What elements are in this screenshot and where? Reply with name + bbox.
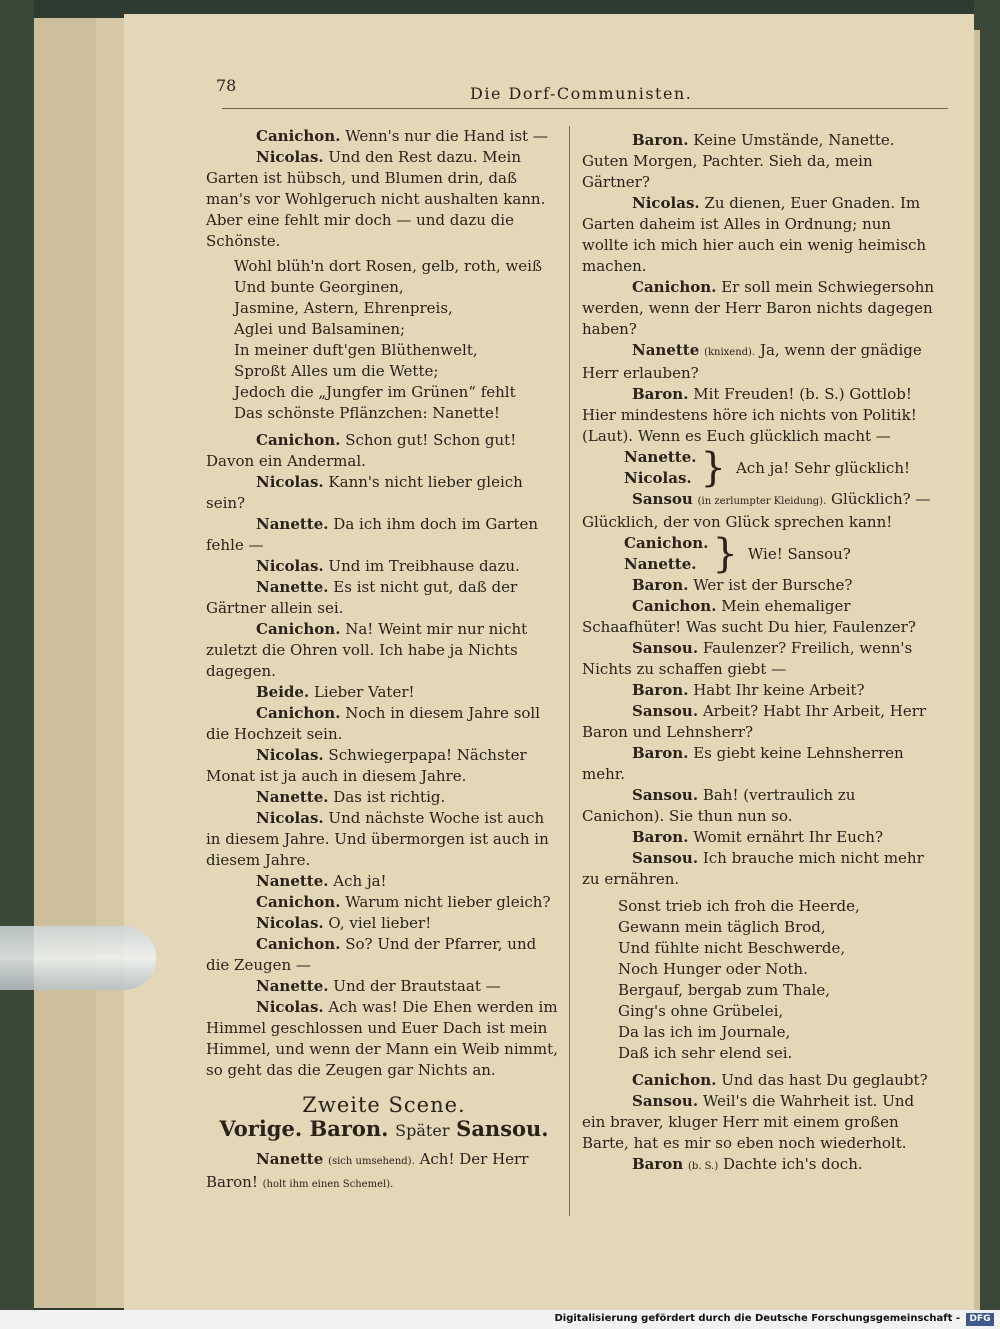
song-verse — [618, 896, 942, 1064]
dialogue-line: Sansou. Ich brauche mich nicht mehr zu ernähren. — [582, 849, 924, 888]
song-verse — [234, 256, 562, 424]
dialogue-line: Baron (b. S.) Dachte ich's doch. — [632, 1155, 863, 1173]
verse-line: Sproßt Alles um die Wette; — [234, 362, 439, 380]
dialogue-line: Canichon. Warum nicht lieber gleich? — [256, 893, 551, 911]
verse-line: Jedoch die „Jungfer im Grünen“ fehlt — [234, 383, 516, 401]
dialogue-line: Canichon. So? Und der Pfarrer, und die Zeugen — — [206, 935, 537, 974]
dialogue-line: Baron. Mit Freuden! (b. S.) Gottlob! Hier mindestens höre ich nichts von Politik! (Laut). Wenn es Euch glücklich macht — — [582, 385, 917, 445]
verse-line: Daß ich sehr elend sei. — [618, 1044, 793, 1062]
verse-line: Wohl blüh'n dort Rosen, gelb, roth, weiß — [234, 257, 542, 275]
dialogue-line: Nanette (sich umsehend). Ach! Der Herr Baron! (holt ihm einen Schemel). — [206, 1150, 529, 1191]
joint-speakers: Canichon. Nanette. } Wie! Sansou? — [624, 531, 851, 577]
dialogue-line: Canichon. Schon gut! Schon gut! Davon ein Andermal. — [206, 431, 517, 470]
paper-clip — [0, 926, 156, 990]
brace-glyph: } — [700, 445, 726, 491]
verse-line: In meiner duft'gen Blüthenwelt, — [234, 341, 478, 359]
verse-line: Das schönste Pflänzchen: Nanette! — [234, 404, 500, 422]
verse-line: Und bunte Georginen, — [234, 278, 404, 296]
page-number: 78 — [216, 76, 237, 95]
dialogue-line: Baron. Womit ernährt Ihr Euch? — [632, 828, 883, 846]
page-edge-strip-inner — [96, 18, 125, 1308]
right-column — [582, 130, 942, 1177]
dialogue-line: Baron. Keine Umstände, Nanette. Guten Morgen, Pachter. Sieh da, mein Gärtner? — [582, 131, 895, 191]
dialogue-line: Nanette (knixend). Ja, wenn der gnädige Herr erlauben? — [582, 341, 922, 382]
dialogue-line: Nicolas. Ach was! Die Ehen werden im Himmel geschlossen und Euer Dach ist mein Himmel, und wenn der Mann ein Weib nimmt, so geht das die Zeugen gar Nichts an. — [206, 998, 558, 1079]
scene-heading: Zweite Scene. — [302, 1093, 466, 1117]
funding-credit: Digitalisierung gefördert durch die Deutsche Forschungsgemeinschaft - — [554, 1313, 960, 1324]
scene-cast: Vorige. Baron. Später Sansou. — [219, 1116, 549, 1141]
dialogue-line: Baron. Habt Ihr keine Arbeit? — [632, 681, 865, 699]
dialogue-line: Nanette. Und der Brautstaat — — [256, 977, 501, 995]
verse-line: Jasmine, Astern, Ehrenpreis, — [234, 299, 453, 317]
dialogue-line: Beide. Lieber Vater! — [256, 683, 415, 701]
verse-line: Und fühlte nicht Beschwerde, — [618, 939, 846, 957]
dialogue-line: Nanette. Ach ja! — [256, 872, 387, 890]
dialogue-line: Canichon. Mein ehemaliger Schaafhüter! Was sucht Du hier, Faulenzer? — [582, 597, 916, 636]
dialogue-line: Sansou. Weil's die Wahrheit ist. Und ein braver, kluger Herr mit einem großen Barte, hat es mir so eben noch wiederholt. — [582, 1092, 915, 1152]
dfg-logo: DFG — [966, 1313, 994, 1326]
verse-line: Sonst trieb ich froh die Heerde, — [618, 897, 860, 915]
header-rule — [222, 108, 948, 109]
dialogue-line: Sansou. Bah! (vertraulich zu Canichon). Sie thun nun so. — [582, 786, 856, 825]
dialogue-line: Canichon. Noch in diesem Jahre soll die Hochzeit sein. — [206, 704, 541, 743]
scan-background-left — [0, 0, 34, 1310]
dialogue-line: Nicolas. Und den Rest dazu. Mein Garten ist hübsch, und Blumen drin, daß man's vor Wohlgeruch nicht aushalten kann. Aber eine fehlt mir doch — und dazu die Schönste. — [206, 148, 546, 250]
brace-glyph: } — [712, 531, 738, 577]
verse-line: Bergauf, bergab zum Thale, — [618, 981, 830, 999]
dialogue-line: Nanette. Das ist richtig. — [256, 788, 446, 806]
dialogue-line: Nicolas. Und nächste Woche ist auch in diesem Jahre. Und übermorgen ist auch in diesem Jahre. — [206, 809, 549, 869]
verse-line: Da las ich im Journale, — [618, 1023, 791, 1041]
verse-line: Noch Hunger oder Noth. — [618, 960, 808, 978]
dialogue-line: Baron. Es giebt keine Lehnsherren mehr. — [582, 744, 904, 783]
verse-line: Aglei und Balsaminen; — [234, 320, 406, 338]
dialogue-line: Canichon. Er soll mein Schwiegersohn werden, wenn der Herr Baron nichts dagegen haben? — [582, 278, 935, 338]
dialogue-line: Canichon. Na! Weint mir nur nicht zuletzt die Ohren voll. Ich habe ja Nichts dagegen. — [206, 620, 528, 680]
joint-speakers: Nanette. Nicolas. } Ach ja! Sehr glücklich! — [624, 445, 911, 491]
verse-line: Gewann mein täglich Brod, — [618, 918, 826, 936]
verse-line: Ging's ohne Grübelei, — [618, 1002, 784, 1020]
dialogue-line: Canichon. Und das hast Du geglaubt? — [632, 1071, 928, 1089]
dialogue-line: Nicolas. Schwiegerpapa! Nächster Monat ist ja auch in diesem Jahre. — [206, 746, 527, 785]
dialogue-line: Nicolas. Zu dienen, Euer Gnaden. Im Garten daheim ist Alles in Ordnung; nun wollte ich mich hier auch ein wenig heimisch machen. — [582, 194, 927, 275]
column-divider — [569, 126, 570, 1216]
dialogue-line: Baron. Wer ist der Bursche? — [632, 576, 853, 594]
running-title: Die Dorf-Communisten. — [470, 84, 693, 103]
dialogue-line: Canichon. Wenn's nur die Hand ist — — [256, 127, 548, 145]
dialogue-line: Nicolas. Kann's nicht lieber gleich sein? — [206, 473, 523, 512]
dialogue-line: Sansou (in zerlumpter Kleidung). Glücklich? — Glücklich, der von Glück sprechen kann! — [582, 490, 931, 531]
page-edge-right — [974, 30, 980, 1310]
dialogue-line: Sansou. Arbeit? Habt Ihr Arbeit, Herr Baron und Lehnsherr? — [582, 702, 927, 741]
dialogue-line: Nanette. Es ist nicht gut, daß der Gärtner allein sei. — [206, 578, 518, 617]
dialogue-line: Nanette. Da ich ihm doch im Garten fehle — — [206, 515, 539, 554]
left-column — [206, 126, 562, 1195]
dialogue-line: Sansou. Faulenzer? Freilich, wenn's Nichts zu schaffen giebt — — [582, 639, 913, 678]
page-edge-strip — [34, 18, 96, 1308]
dialogue-line: Nicolas. O, viel lieber! — [256, 914, 432, 932]
dialogue-line: Nicolas. Und im Treibhause dazu. — [256, 557, 520, 575]
